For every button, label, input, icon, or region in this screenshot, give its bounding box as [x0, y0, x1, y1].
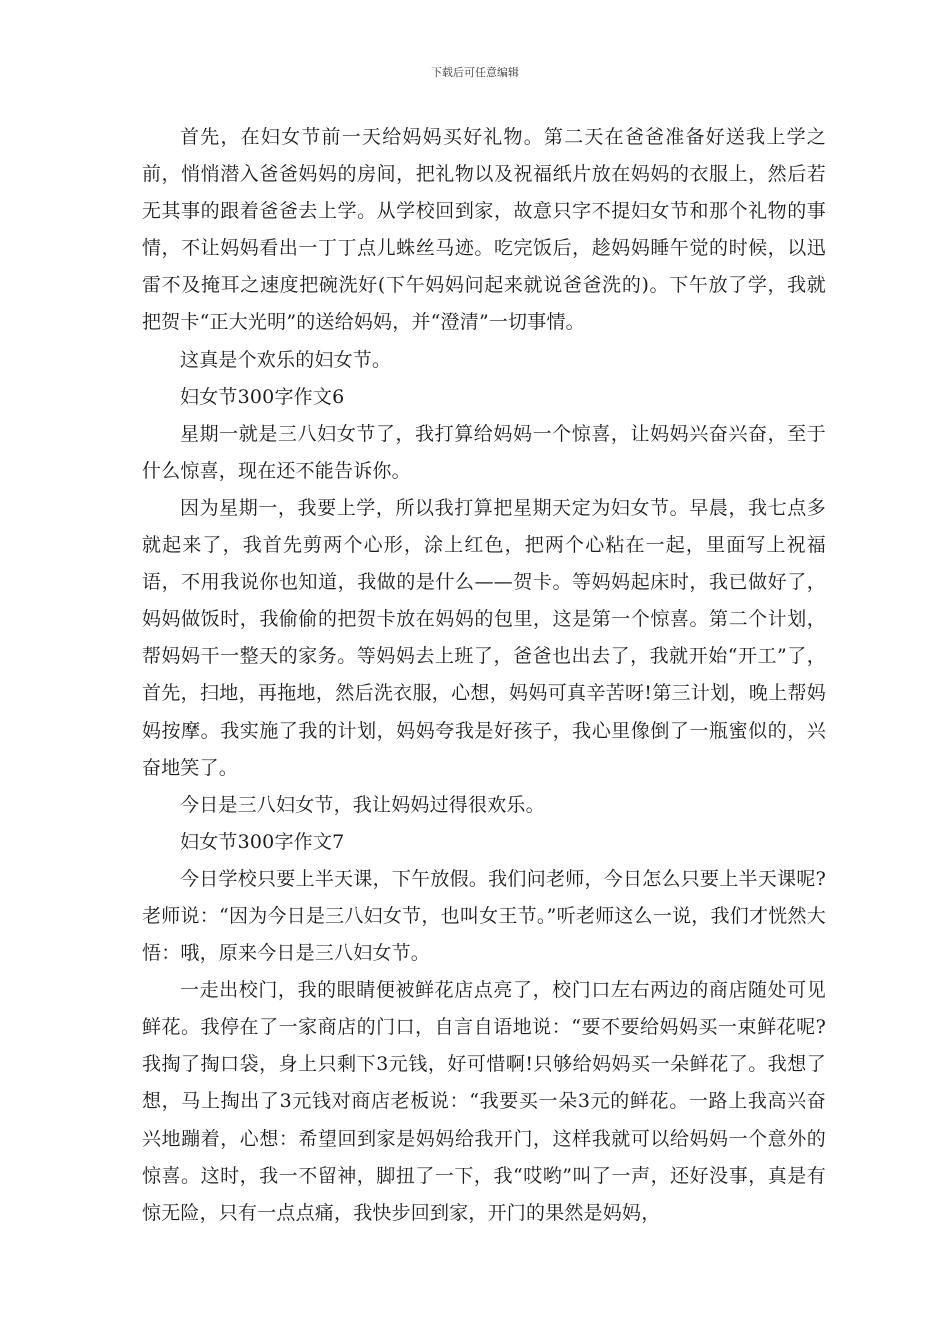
paragraph: 今日是三八妇女节，我让妈妈过得很欢乐。: [180, 793, 545, 816]
page-header: 下载后可任意编辑: [431, 66, 519, 79]
paragraph: 今日学校只要上半天课，下午放假。我们问老师，今日怎么只要上半天课呢?老师说：“因为今日是三八妇女节，也叫女王节。”听老师这么一说，我们才恍然大悟：哦，原来今日是三八妇女节。: [142, 867, 826, 965]
section-heading: 妇女节300字作文6: [180, 385, 345, 408]
paragraph: 星期一就是三八妇女节了，我打算给妈妈一个惊喜，让妈妈兴奋兴奋，至于什么惊喜，现在还不能告诉你。: [142, 422, 826, 482]
paragraph: 首先，在妇女节前一天给妈妈买好礼物。第二天在爸爸准备好送我上学之前，悄悄潜入爸爸妈妈的房间，把礼物以及祝福纸片放在妈妈的衣服上，然后若无其事的跟着爸爸去上学。从学校回到家，故意只字不提妇女节和那个礼物的事情，不让妈妈看出一丁丁点儿蛛丝马迹。吃完饭后，趁妈妈睡午觉的时候，以迅雷不及掩耳之速度把碗洗好(下午妈妈问起来就说爸爸洗的)。下午放了学，我就把贺卡“正大光明”的送给妈妈，并“澄清”一切事情。: [142, 126, 826, 334]
document-body: [142, 119, 826, 1232]
paragraph: 因为星期一，我要上学，所以我打算把星期天定为妇女节。早晨，我七点多就起来了，我首先剪两个心形，涂上红色，把两个心粘在一起，里面写上祝福语，不用我说你也知道，我做的是什么——贺卡。等妈妈起床时，我已做好了，妈妈做饭时，我偷偷的把贺卡放在妈妈的包里，这是第一个惊喜。第二个计划，帮妈妈干一整天的家务。等妈妈去上班了，爸爸也出去了，我就开始“开工”了，首先，扫地，再拖地，然后洗衣服，心想，妈妈可真辛苦呀!第三计划，晚上帮妈妈按摩。我实施了我的计划，妈妈夸我是好孩子，我心里像倒了一瓶蜜似的，兴奋地笑了。: [142, 496, 826, 779]
paragraph: 这真是个欢乐的妇女节。: [180, 348, 392, 371]
paragraph: 一走出校门，我的眼睛便被鲜花店点亮了，校门口左右两边的商店随处可见鲜花。我停在了一家商店的门口，自言自语地说：“要不要给妈妈买一束鲜花呢?我掏了掏口袋，身上只剩下3元钱，好可惜啊!只够给妈妈买一朵鲜花了。我想了想，马上掏出了3元钱对商店老板说：“我要买一朵3元的鲜花。一路上我高兴奋兴地蹦着，心想：希望回到家是妈妈给我开门，这样我就可以给妈妈一个意外的惊喜。这时，我一不留神，脚扭了一下，我“哎哟”叫了一声，还好没事，真是有惊无险，只有一点点痛，我快步回到家，开门的果然是妈妈，: [142, 979, 826, 1224]
section-heading: 妇女节300字作文7: [180, 830, 345, 853]
